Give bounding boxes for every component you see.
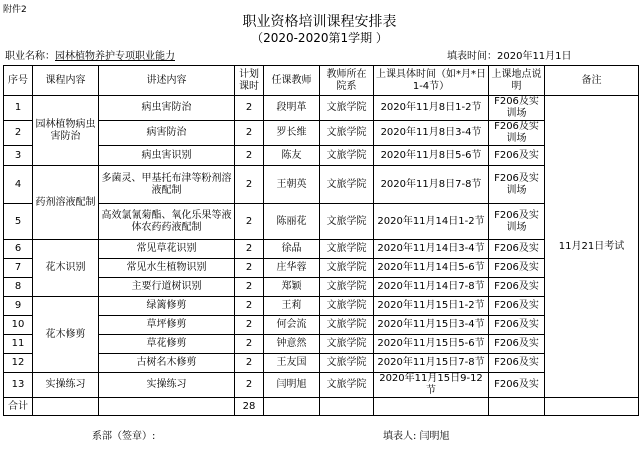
row-hours: 2 (235, 316, 264, 335)
row-teacher: 徐晶 (264, 240, 320, 259)
header-remark: 备注 (545, 66, 639, 96)
group-cell: 花木修剪 (33, 297, 99, 373)
row-place: F206及实 (489, 278, 545, 297)
form-filler: 填表人: 闫明旭 (383, 431, 450, 442)
row-topic: 病虫害防治 (99, 96, 235, 121)
row-teacher: 郑颖 (264, 278, 320, 297)
row-topic: 绿篱修剪 (99, 297, 235, 316)
table-row (4, 297, 639, 316)
course-table (3, 65, 639, 416)
header-topic: 讲述内容 (99, 66, 235, 96)
row-teacher: 王莉 (264, 297, 320, 316)
row-no: 2 (4, 121, 33, 146)
row-time: 2020年11月15日5-6节 (374, 335, 489, 354)
row-teacher: 钟意然 (264, 335, 320, 354)
row-place: F206及实 (489, 316, 545, 335)
row-time: 2020年11月8日1-2节 (374, 96, 489, 121)
dept-signature: 系部（签章）: (92, 431, 156, 442)
row-time: 2020年11月14日7-8节 (374, 278, 489, 297)
row-hours: 2 (235, 278, 264, 297)
header-teacher: 任课教师 (264, 66, 320, 96)
row-time: 2020年11月15日1-2节 (374, 297, 489, 316)
row-place: F206及实训场 (489, 121, 545, 146)
row-place: F206及实训场 (489, 166, 545, 204)
header-course: 课程内容 (33, 66, 99, 96)
table-header-row (4, 66, 639, 96)
row-hours: 2 (235, 373, 264, 398)
row-dept: 文旅学院 (320, 146, 374, 166)
row-place: F206及实 (489, 354, 545, 373)
page-title: 职业资格培训课程安排表 (242, 14, 397, 30)
row-dept: 文旅学院 (320, 297, 374, 316)
table-row (4, 121, 639, 146)
row-topic: 草坪修剪 (99, 316, 235, 335)
row-time: 2020年11月8日3-4节 (374, 121, 489, 146)
row-place: F206及实 (489, 373, 545, 398)
row-no: 12 (4, 354, 33, 373)
table-row (4, 316, 639, 335)
row-topic: 古树名木修剪 (99, 354, 235, 373)
attachment-label: 附件2 (3, 5, 27, 15)
row-place: F206及实 (489, 335, 545, 354)
row-teacher: 何会流 (264, 316, 320, 335)
row-place: F206及实 (489, 146, 545, 166)
row-no: 7 (4, 259, 33, 278)
row-hours: 2 (235, 335, 264, 354)
row-time: 2020年11月14日5-6节 (374, 259, 489, 278)
row-teacher: 闫明旭 (264, 373, 320, 398)
group-cell: 实操练习 (33, 373, 99, 398)
row-no: 6 (4, 240, 33, 259)
total-row (4, 398, 639, 416)
row-time: 2020年11月14日3-4节 (374, 240, 489, 259)
row-no: 9 (4, 297, 33, 316)
row-hours: 2 (235, 166, 264, 204)
row-time: 2020年11月14日1-2节 (374, 204, 489, 240)
row-dept: 文旅学院 (320, 96, 374, 121)
group-cell: 园林植物病虫害防治 (33, 96, 99, 166)
row-hours: 2 (235, 259, 264, 278)
row-hours: 2 (235, 146, 264, 166)
row-no: 13 (4, 373, 33, 398)
table-row (4, 354, 639, 373)
row-teacher: 陈丽花 (264, 204, 320, 240)
row-teacher: 王朝英 (264, 166, 320, 204)
table-row (4, 204, 639, 240)
page-subtitle: （2020-2020第1学期 ） (251, 31, 388, 45)
group-cell: 药剂溶液配制 (33, 166, 99, 240)
row-topic: 主要行道树识别 (99, 278, 235, 297)
row-no: 11 (4, 335, 33, 354)
row-place: F206及实 (489, 240, 545, 259)
row-dept: 文旅学院 (320, 166, 374, 204)
row-hours: 2 (235, 121, 264, 146)
row-teacher: 陈友 (264, 146, 320, 166)
row-topic: 常见草花识别 (99, 240, 235, 259)
table-row (4, 146, 639, 166)
row-no: 4 (4, 166, 33, 204)
row-no: 8 (4, 278, 33, 297)
total-label: 合计 (4, 398, 33, 416)
row-topic: 病害防治 (99, 121, 235, 146)
row-place: F206及实 (489, 297, 545, 316)
row-hours: 2 (235, 240, 264, 259)
row-time: 2020年11月8日7-8节 (374, 166, 489, 204)
row-place: F206及实训场 (489, 96, 545, 121)
row-time: 2020年11月15日7-8节 (374, 354, 489, 373)
header-dept: 教师所在院系 (320, 66, 374, 96)
row-place: F206及实 (489, 259, 545, 278)
header-hours: 计划课时 (235, 66, 264, 96)
row-no: 1 (4, 96, 33, 121)
row-topic: 实操练习 (99, 373, 235, 398)
row-hours: 2 (235, 96, 264, 121)
row-no: 3 (4, 146, 33, 166)
row-teacher: 庄华蓉 (264, 259, 320, 278)
row-no: 10 (4, 316, 33, 335)
row-dept: 文旅学院 (320, 240, 374, 259)
major-label: 职业名称： (5, 51, 55, 62)
row-time: 2020年11月15日3-4节 (374, 316, 489, 335)
remark-cell: 11月21日考试 (545, 96, 639, 398)
row-time: 2020年11月8日5-6节 (374, 146, 489, 166)
header-place: 上课地点说明 (489, 66, 545, 96)
row-topic: 病虫害识别 (99, 146, 235, 166)
table-row (4, 96, 639, 121)
row-dept: 文旅学院 (320, 354, 374, 373)
row-topic: 多菌灵、甲基托布津等粉剂溶液配制 (99, 166, 235, 204)
row-dept: 文旅学院 (320, 278, 374, 297)
header-time: 上课具体时间（如*月*日 1-4节） (374, 66, 489, 96)
table-row (4, 373, 639, 398)
header-no: 序号 (4, 66, 33, 96)
row-dept: 文旅学院 (320, 373, 374, 398)
row-teacher: 段明革 (264, 96, 320, 121)
row-hours: 2 (235, 354, 264, 373)
row-no: 5 (4, 204, 33, 240)
group-cell: 花木识别 (33, 240, 99, 297)
total-hours: 28 (235, 398, 264, 416)
row-time: 2020年11月15日9-12节 (374, 373, 489, 398)
row-topic: 常见水生植物识别 (99, 259, 235, 278)
major-info (5, 51, 175, 63)
row-place: F206及实训场 (489, 204, 545, 240)
table-row (4, 240, 639, 259)
row-dept: 文旅学院 (320, 335, 374, 354)
table-row (4, 278, 639, 297)
row-dept: 文旅学院 (320, 259, 374, 278)
table-row (4, 166, 639, 204)
fill-time: 填表时间：2020年11月1日 (447, 51, 572, 62)
row-topic: 高效氯氰菊酯、氧化乐果等液体农药药液配制 (99, 204, 235, 240)
row-hours: 2 (235, 297, 264, 316)
row-teacher: 罗长维 (264, 121, 320, 146)
row-dept: 文旅学院 (320, 316, 374, 335)
row-hours: 2 (235, 204, 264, 240)
row-teacher: 王友国 (264, 354, 320, 373)
row-topic: 草花修剪 (99, 335, 235, 354)
row-dept: 文旅学院 (320, 204, 374, 240)
major-value: 园林植物养护专项职业能力 (55, 51, 175, 62)
table-row (4, 335, 639, 354)
row-dept: 文旅学院 (320, 121, 374, 146)
table-row (4, 259, 639, 278)
